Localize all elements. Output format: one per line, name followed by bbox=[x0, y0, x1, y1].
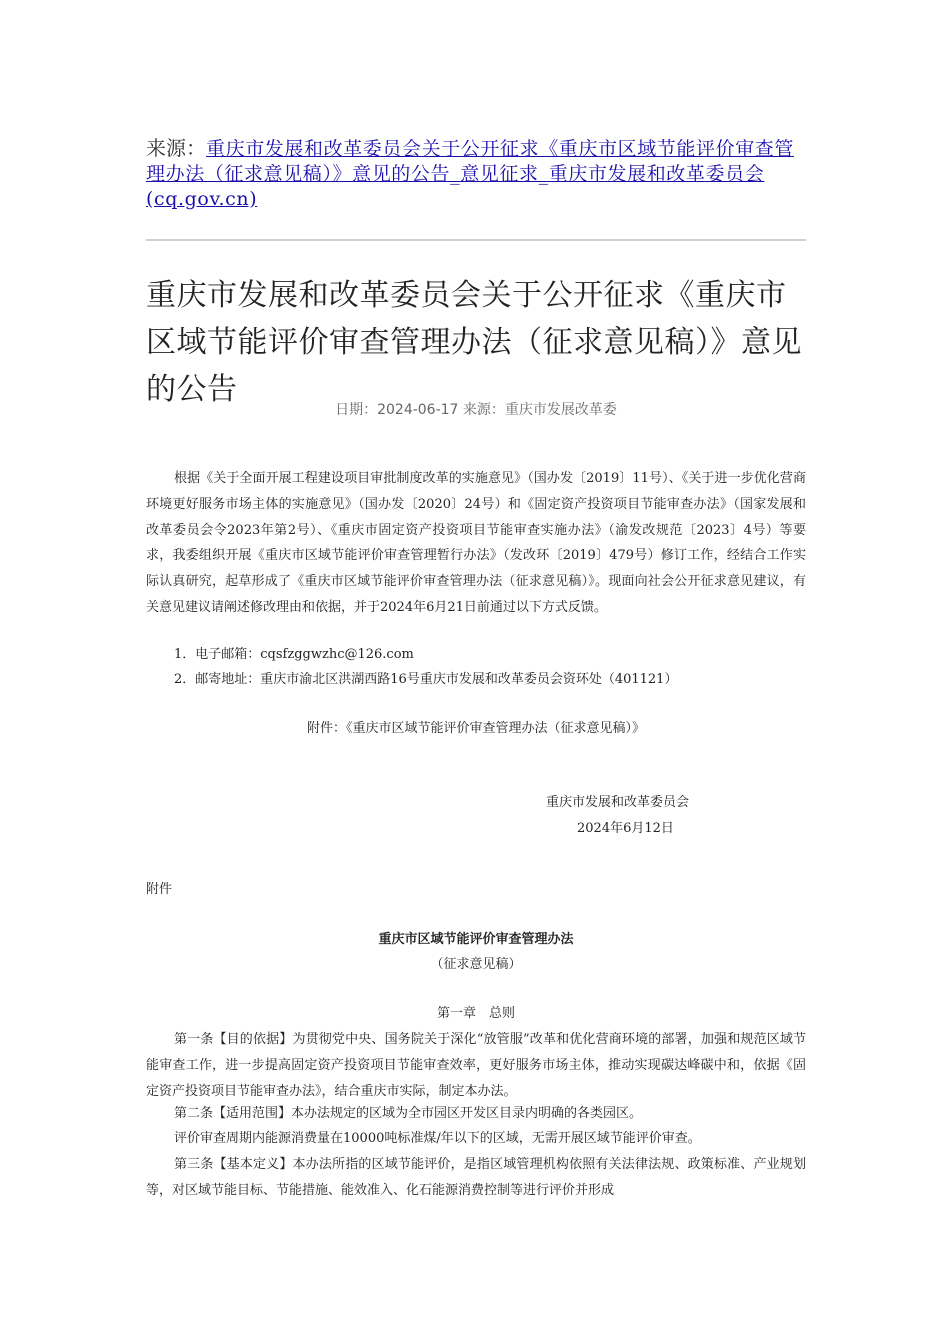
appendix-label: 附件 bbox=[146, 882, 173, 897]
chapter-heading: 第一章 总则 bbox=[436, 1006, 515, 1021]
appendix-subtitle: （征求意见稿） bbox=[430, 957, 522, 972]
article-1-body: 为贯彻党中央、国务院关于深化“放管服”改革和优化营商环境的部署，加强和规范区域节能审查工作，进一步提高固定资产投资项目节能审查效率，更好服务市场主体，推动实现碳达峰碳中和，依据《固定资产投资项目节能审查办法》，结合重庆市实际，制定本办法。 bbox=[146, 1032, 806, 1099]
article-3-body: 本办法所指的区域节能评价，是指区域管理机构依照有关法律法规、政策标准、产业规划等，对区域节能目标、节能措施、能效准入、化石能源消费控制等进行评价并形成 bbox=[146, 1157, 806, 1198]
article-1 bbox=[146, 1027, 806, 1104]
contact-mail: 2．邮寄地址：重庆市渝北区洪湖西路16号重庆市发展和改革委员会资环处（401121） bbox=[174, 672, 678, 687]
article-2-head: 第二条【适用范围】 bbox=[174, 1106, 292, 1121]
article-2-extra: 评价审查周期内能源消费量在10000吨标准煤/年以下的区域，无需开展区域节能评价审查。 bbox=[174, 1131, 701, 1146]
article-2 bbox=[146, 1101, 806, 1127]
article-1-head: 第一条【目的依据】 bbox=[174, 1032, 293, 1047]
signature-org: 重庆市发展和改革委员会 bbox=[546, 795, 690, 810]
intro-paragraph: 根据《关于全面开展工程建设项目审批制度改革的实施意见》（国办发〔2019〕11号）、《关于进一步优化营商环境更好服务市场主体的实施意见》（国办发〔2020〕24号）和《固定资产投资项目节能审查办法》（国家发展和改革委员会令2023年第2号）、《重庆市固定资产投资项目节能审查实施办法》（渝发改规范〔2023〕4号）等要求，我委组织开展《重庆市区域节能评价审查管理暂行办法》（发改环〔2019〕479号）修订工作，经结合工作实际认真研究，起草形成了《重庆市区域节能评价审查管理办法（征求意见稿）》。现面向社会公开征求意见建议，有关意见建议请阐述修改理由和依据，并于2024年6月21日前通过以下方式反馈。 bbox=[146, 471, 806, 615]
source-label: 来源： bbox=[146, 136, 206, 160]
article-3-head: 第三条【基本定义】 bbox=[174, 1157, 293, 1172]
attachment-reference: 附件：《重庆市区域节能评价审查管理办法（征求意见稿）》 bbox=[306, 721, 645, 736]
article-3 bbox=[146, 1152, 806, 1204]
divider bbox=[146, 239, 806, 241]
contact-email: 1．电子邮箱：cqsfzggwzhc@126.com bbox=[174, 647, 414, 662]
page-title: 重庆市发展和改革委员会关于公开征求《重庆市区域节能评价审查管理办法（征求意见稿）》意见的公告 bbox=[146, 278, 802, 407]
signature-date: 2024年6月12日 bbox=[577, 821, 674, 836]
source-link[interactable]: 重庆市发展和改革委员会关于公开征求《重庆市区域节能评价审查管理办法（征求意见稿）》意见的公告_意见征求_重庆市发展和改革委员会(cq.gov.cn) bbox=[146, 138, 795, 210]
article-meta: 日期：2024-06-17 来源：重庆市发展改革委 bbox=[335, 402, 617, 418]
source-line bbox=[146, 136, 806, 211]
appendix-title: 重庆市区域节能评价审查管理办法 bbox=[378, 932, 574, 947]
article-2-body: 本办法规定的区域为全市园区开发区目录内明确的各类园区。 bbox=[291, 1106, 643, 1121]
